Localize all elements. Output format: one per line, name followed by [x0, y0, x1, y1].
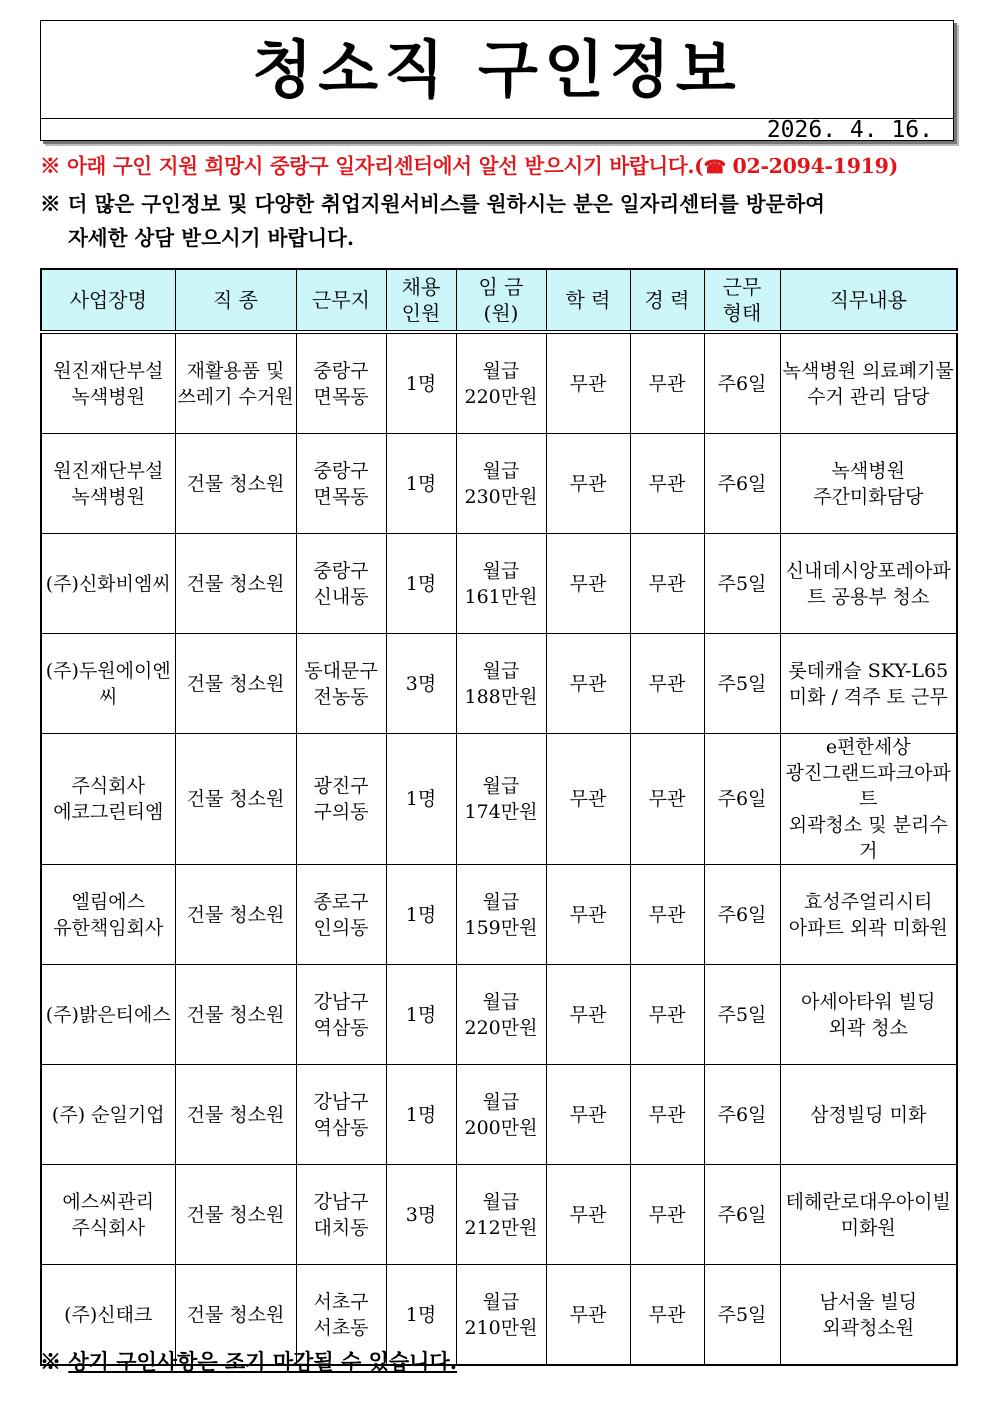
cell-company-text: 원진재단부설 녹색병원 — [53, 459, 164, 508]
footer-note-text: 상기 구인사항은 조기 마감될 수 있습니다. — [68, 1349, 458, 1374]
cell-company — [41, 1065, 175, 1165]
cell-count-text: 1명 — [405, 903, 437, 926]
cell-education-text: 무관 — [569, 372, 607, 395]
date-band — [41, 118, 953, 143]
cell-education-text: 무관 — [569, 1303, 607, 1326]
cell-wage-text: 월급 212만원 — [464, 1190, 538, 1239]
cell-education — [546, 1165, 630, 1265]
cell-location — [296, 865, 386, 965]
cell-job-text: 건물 청소원 — [186, 672, 285, 695]
notice-more-info-line1: 더 많은 구인정보 및 다양한 취업지원서비스를 원하시는 분은 일자리센터를 방문하여 — [67, 192, 825, 216]
cell-schedule-text: 주6일 — [717, 1203, 767, 1226]
cell-count — [386, 434, 456, 534]
cell-location-text: 중랑구 면목동 — [313, 459, 369, 508]
header-experience: 경 력 — [630, 269, 704, 332]
cell-education — [546, 865, 630, 965]
reference-mark: ※ — [40, 1349, 61, 1374]
cell-duty-text: 신내데시앙포레아파 트 공용부 청소 — [785, 559, 951, 608]
cell-company-text: 원진재단부설 녹색병원 — [53, 359, 164, 408]
cell-experience — [630, 1065, 704, 1165]
cell-company — [41, 434, 175, 534]
cell-job-text: 건물 청소원 — [186, 572, 285, 595]
cell-education-text: 무관 — [569, 1203, 607, 1226]
cell-experience — [630, 734, 704, 865]
cell-wage — [456, 434, 546, 534]
cell-education-text: 무관 — [569, 788, 607, 810]
cell-wage-text: 월급 200만원 — [464, 1090, 538, 1139]
cell-company — [41, 965, 175, 1065]
cell-company — [41, 734, 175, 865]
cell-duty-text: 녹색병원 주간미화담당 — [813, 459, 924, 508]
cell-location — [296, 734, 386, 865]
cell-location — [296, 634, 386, 734]
table-row — [41, 1165, 957, 1265]
cell-count-text: 1명 — [405, 372, 437, 395]
cell-schedule-text: 주5일 — [717, 672, 767, 695]
cell-education — [546, 534, 630, 634]
cell-location-text: 강남구 역삼동 — [313, 990, 369, 1039]
cell-education-text: 무관 — [569, 672, 607, 695]
cell-education-text: 무관 — [569, 1003, 607, 1026]
header-company: 사업장명 — [41, 269, 175, 332]
cell-count — [386, 965, 456, 1065]
cell-education — [546, 1065, 630, 1165]
cell-education-text: 무관 — [569, 1103, 607, 1126]
cell-duty — [780, 1265, 957, 1366]
title-banner — [40, 20, 954, 141]
cell-schedule — [704, 634, 780, 734]
cell-company-text: (주)두원에이엔씨 — [45, 659, 171, 708]
cell-count-text: 1명 — [405, 1303, 437, 1326]
cell-education-text: 무관 — [569, 472, 607, 495]
cell-schedule — [704, 534, 780, 634]
table-row — [41, 332, 957, 434]
notice-referral-text: 아래 구인 지원 희망시 중랑구 일자리센터에서 알선 받으시기 바랍니다. — [67, 154, 695, 178]
cell-wage — [456, 332, 546, 434]
cell-location — [296, 965, 386, 1065]
cell-wage — [456, 1165, 546, 1265]
cell-schedule — [704, 332, 780, 434]
cell-schedule-text: 주5일 — [717, 572, 767, 595]
cell-count — [386, 332, 456, 434]
cell-duty-text: 삼정빌딩 미화 — [810, 1103, 927, 1126]
cell-experience — [630, 1265, 704, 1366]
cell-duty — [780, 534, 957, 634]
cell-wage — [456, 965, 546, 1065]
cell-schedule — [704, 734, 780, 865]
table-header-row — [41, 269, 957, 332]
phone-icon: ☎ — [703, 157, 726, 178]
posting-date: 2026. 4. 16. — [766, 117, 933, 143]
cell-experience — [630, 534, 704, 634]
cell-job-text: 건물 청소원 — [186, 472, 285, 495]
cell-experience-text: 무관 — [648, 372, 686, 395]
table-row — [41, 534, 957, 634]
cell-schedule — [704, 965, 780, 1065]
table-row — [41, 634, 957, 734]
cell-duty — [780, 332, 957, 434]
cell-education — [546, 734, 630, 865]
cell-wage — [456, 634, 546, 734]
cell-job — [175, 734, 296, 865]
cell-experience-text: 무관 — [648, 1003, 686, 1026]
cell-wage — [456, 534, 546, 634]
cell-wage — [456, 865, 546, 965]
cell-wage-text: 월급 161만원 — [464, 559, 538, 608]
header-wage: 임 금 (원) — [456, 269, 546, 332]
cell-count — [386, 734, 456, 865]
header-schedule: 근무 형태 — [704, 269, 780, 332]
cell-company-text: 주식회사 에코그린티엠 — [53, 775, 164, 823]
cell-job-text: 재활용품 및 쓰레기 수거원 — [177, 359, 294, 408]
cell-education — [546, 1265, 630, 1366]
cell-wage — [456, 1265, 546, 1366]
cell-schedule-text: 주6일 — [717, 372, 767, 395]
cell-schedule-text: 주6일 — [717, 903, 767, 926]
reference-mark: ※ — [40, 192, 61, 216]
cell-schedule — [704, 434, 780, 534]
cell-wage-text: 월급 220만원 — [464, 359, 538, 408]
cell-company-text: (주)밝은티에스 — [45, 1003, 171, 1026]
cell-duty — [780, 1165, 957, 1265]
cell-experience — [630, 434, 704, 534]
cell-experience — [630, 865, 704, 965]
cell-duty-text: 테헤란로대우아이빌 미화원 — [785, 1190, 951, 1239]
cell-duty — [780, 734, 957, 865]
cell-location-text: 중랑구 신내동 — [313, 559, 369, 608]
cell-job-text: 건물 청소원 — [186, 1003, 285, 1026]
cell-wage-text: 월급 210만원 — [464, 1290, 538, 1339]
cell-wage — [456, 734, 546, 865]
cell-duty — [780, 965, 957, 1065]
cell-wage-text: 월급 220만원 — [464, 990, 538, 1039]
cell-count-text: 1명 — [405, 1103, 437, 1126]
table-row — [41, 734, 957, 865]
cell-duty-text: 효성주얼리시티 아파트 외곽 미화원 — [788, 890, 948, 939]
cell-count — [386, 534, 456, 634]
cell-education-text: 무관 — [569, 903, 607, 926]
cell-duty — [780, 865, 957, 965]
cell-job — [175, 434, 296, 534]
cell-job — [175, 534, 296, 634]
cell-job — [175, 1065, 296, 1165]
cell-experience — [630, 634, 704, 734]
cell-education — [546, 434, 630, 534]
table-row — [41, 865, 957, 965]
cell-education — [546, 634, 630, 734]
cell-wage-text: 월급 188만원 — [464, 659, 538, 708]
cell-experience-text: 무관 — [648, 672, 686, 695]
cell-location-text: 종로구 인의동 — [313, 890, 369, 939]
page-title — [41, 31, 953, 109]
phone-number: 02-2094-1919 — [732, 154, 889, 178]
cell-count-text: 1명 — [405, 572, 437, 595]
cell-duty-text: 남서울 빌딩 외곽청소원 — [819, 1290, 918, 1339]
cell-experience-text: 무관 — [648, 572, 686, 595]
cell-job — [175, 1165, 296, 1265]
cell-duty — [780, 1065, 957, 1165]
cell-wage-text: 월급 159만원 — [464, 890, 538, 939]
cell-company-text: (주) 순일기업 — [51, 1103, 165, 1126]
cell-location-text: 서초구 서초동 — [313, 1290, 369, 1339]
notice-more-info-line2: 자세한 상담 받으시기 바랍니다. — [68, 226, 354, 250]
cell-company-text: (주)신태크 — [64, 1303, 153, 1326]
cell-job — [175, 332, 296, 434]
cell-company-text: 에스씨관리 주식회사 — [62, 1190, 155, 1239]
cell-job-text: 건물 청소원 — [186, 1103, 285, 1126]
cell-count — [386, 1065, 456, 1165]
cell-wage-text: 월급 174만원 — [464, 775, 538, 823]
cell-location-text: 강남구 대치동 — [313, 1190, 369, 1239]
cell-duty-text: e편한세상 광진그랜드파크아파트 외곽청소 및 분리수거 — [785, 736, 951, 862]
cell-schedule-text: 주6일 — [717, 1103, 767, 1126]
cell-location — [296, 434, 386, 534]
cell-job-text: 건물 청소원 — [186, 1303, 285, 1326]
cell-count — [386, 865, 456, 965]
cell-duty-text: 아세아타워 빌딩 외곽 청소 — [800, 990, 936, 1039]
cell-count-text: 3명 — [405, 1203, 437, 1226]
cell-location-text: 강남구 역삼동 — [313, 1090, 369, 1139]
cell-duty — [780, 434, 957, 534]
cell-count-text: 1명 — [405, 472, 437, 495]
table-row — [41, 965, 957, 1065]
table-row — [41, 1065, 957, 1165]
cell-company — [41, 1165, 175, 1265]
cell-job — [175, 965, 296, 1065]
cell-experience-text: 무관 — [648, 1303, 686, 1326]
cell-education-text: 무관 — [569, 572, 607, 595]
cell-experience — [630, 965, 704, 1065]
cell-wage — [456, 1065, 546, 1165]
cell-schedule — [704, 1065, 780, 1165]
cell-wage-text: 월급 230만원 — [464, 459, 538, 508]
cell-company — [41, 865, 175, 965]
cell-job-text: 건물 청소원 — [186, 903, 285, 926]
footer-note — [40, 1346, 457, 1376]
cell-duty-text: 녹색병원 의료폐기물 수거 관리 담당 — [782, 359, 954, 408]
title-part-2: 구인정보 — [478, 33, 742, 106]
cell-company-text: 엘림에스 유한책임회사 — [53, 890, 164, 939]
cell-location — [296, 1165, 386, 1265]
cell-schedule-text: 주6일 — [717, 788, 767, 810]
cell-education — [546, 332, 630, 434]
cell-education — [546, 965, 630, 1065]
header-duty: 직무내용 — [780, 269, 957, 332]
cell-count — [386, 634, 456, 734]
cell-location-text: 동대문구 전농동 — [304, 659, 378, 708]
cell-job-text: 건물 청소원 — [186, 1203, 285, 1226]
cell-experience-text: 무관 — [648, 903, 686, 926]
notice-referral: ※ 아래 구인 지원 희망시 중랑구 일자리센터에서 알선 받으시기 바랍니다.(☎ 02-2094-1919) — [40, 152, 960, 182]
cell-experience — [630, 1165, 704, 1265]
cell-location — [296, 534, 386, 634]
cell-schedule-text: 주5일 — [717, 1303, 767, 1326]
cell-experience-text: 무관 — [648, 472, 686, 495]
cell-experience-text: 무관 — [648, 788, 686, 810]
title-part-1: 청소직 — [252, 33, 451, 106]
cell-duty-text: 롯데캐슬 SKY-L65 미화 / 격주 토 근무 — [788, 659, 949, 708]
header-job: 직 종 — [175, 269, 296, 332]
notice-more-info — [40, 190, 960, 252]
header-education: 학 력 — [546, 269, 630, 332]
cell-location-text: 광진구 구의동 — [313, 775, 369, 823]
cell-company — [41, 534, 175, 634]
cell-company-text: (주)신화비엠씨 — [45, 572, 171, 595]
cell-company — [41, 332, 175, 434]
cell-location-text: 중랑구 면목동 — [313, 359, 369, 408]
header-count: 채용 인원 — [386, 269, 456, 332]
cell-count-text: 1명 — [405, 1003, 437, 1026]
cell-schedule — [704, 1165, 780, 1265]
cell-experience-text: 무관 — [648, 1103, 686, 1126]
table-row — [41, 434, 957, 534]
cell-experience — [630, 332, 704, 434]
cell-schedule — [704, 865, 780, 965]
cell-count-text: 1명 — [405, 788, 437, 810]
cell-job — [175, 865, 296, 965]
cell-job — [175, 634, 296, 734]
cell-count — [386, 1165, 456, 1265]
cell-count-text: 3명 — [405, 672, 437, 695]
reference-mark: ※ — [40, 154, 61, 178]
job-table — [40, 268, 958, 1366]
cell-company — [41, 634, 175, 734]
cell-experience-text: 무관 — [648, 1203, 686, 1226]
header-location: 근무지 — [296, 269, 386, 332]
cell-schedule — [704, 1265, 780, 1366]
cell-schedule-text: 주5일 — [717, 1003, 767, 1026]
cell-job-text: 건물 청소원 — [186, 788, 285, 810]
cell-schedule-text: 주6일 — [717, 472, 767, 495]
cell-duty — [780, 634, 957, 734]
cell-location — [296, 1065, 386, 1165]
cell-location — [296, 332, 386, 434]
